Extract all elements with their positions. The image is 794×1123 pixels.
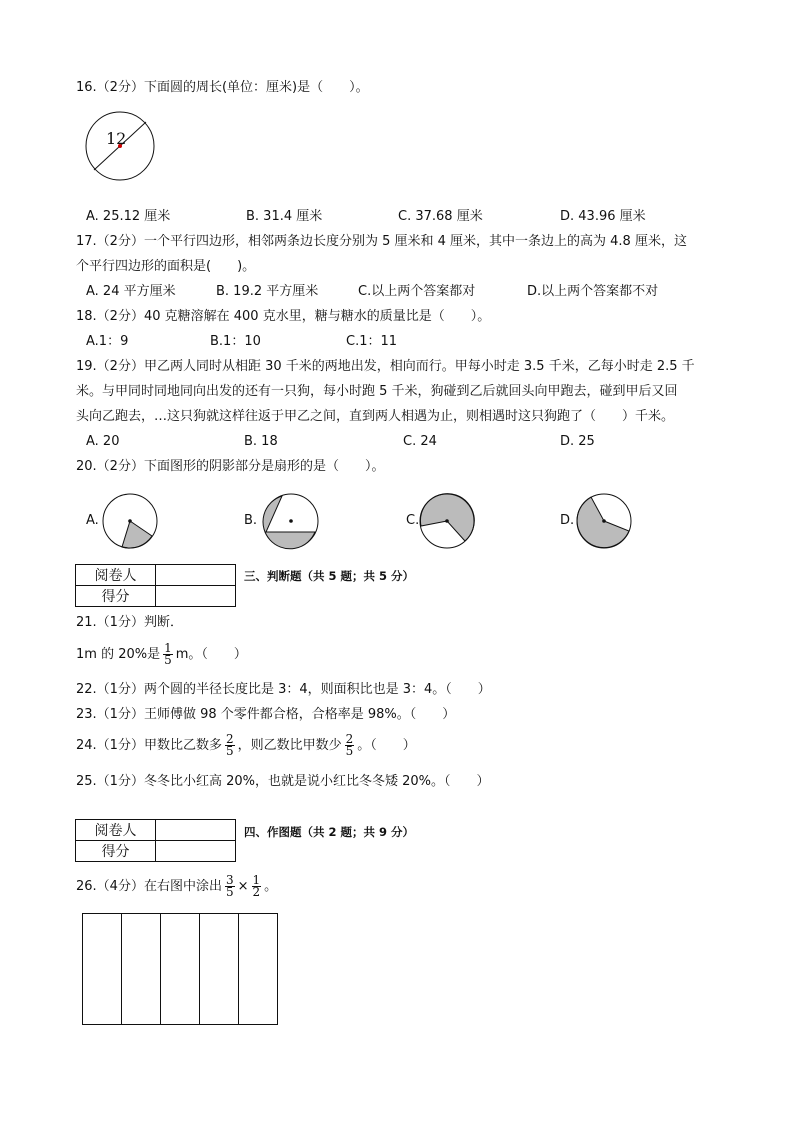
q17-option-a: A. 24 平方厘米 (86, 284, 176, 299)
q26-fraction-1: $\frac{3}{5}$ (225, 873, 234, 899)
q16-option-b: B. 31.4 厘米 (246, 209, 323, 224)
score-label: 得分 (76, 586, 156, 607)
q20-figure-d (575, 492, 633, 550)
q17-line1: 17.（2分）一个平行四边形，相邻两条边长度分别为 5 厘米和 4 厘米，其中一条边上的高为 4.8 厘米，这 (76, 234, 687, 249)
q20-label-a: A. (86, 513, 99, 528)
q21-line2 (76, 642, 247, 668)
q20-figure-b (262, 492, 320, 550)
q16-option-d: D. 43.96 厘米 (560, 209, 646, 224)
q18-option-a: A.1：9 (86, 334, 129, 349)
score-table-section3 (75, 564, 236, 607)
q20-label-c: C. (406, 513, 420, 528)
q23-text: 23.（1分）王师傅做 98 个零件都合格，合格率是 98%。（ ） (76, 707, 456, 722)
q21-post: m。（ ） (175, 647, 247, 662)
q19-option-b: B. 18 (244, 434, 278, 449)
q26-times: × (237, 879, 249, 894)
grid-column[interactable] (122, 914, 161, 1024)
score-field[interactable] (156, 841, 236, 862)
q24-fraction-1: $\frac{2}{5}$ (225, 732, 234, 758)
q18-text: 18.（2分）40 克糖溶解在 400 克水里，糖与糖水的质量比是（ ）。 (76, 309, 491, 324)
q16-text: 16.（2分）下面圆的周长(单位：厘米)是（ ）。 (76, 80, 369, 95)
q26-line (76, 873, 277, 901)
q26-post: 。 (264, 879, 278, 894)
q19-option-d: D. 25 (560, 434, 595, 449)
q24-line (76, 733, 416, 759)
q19-line1: 19.（2分）甲乙两人同时从相距 30 千米的两地出发，相向而行。甲每小时走 3.5 千米，乙每小时走 2.5 千 (76, 359, 695, 374)
q18-option-c: C.1：11 (346, 334, 398, 349)
grid-column[interactable] (161, 914, 200, 1024)
q21-fraction: $\frac{1}{5}$ (164, 641, 172, 667)
score-field[interactable] (156, 586, 236, 607)
q16-circle-label: 12 (106, 129, 127, 148)
q17-option-b: B. 19.2 平方厘米 (216, 284, 319, 299)
reviewer-label: 阅卷人 (76, 820, 156, 841)
q16-option-c: C. 37.68 厘米 (398, 209, 483, 224)
q21-line1: 21.（1分）判断． (76, 615, 183, 630)
q24-post: 。（ ） (357, 738, 416, 753)
grid-column[interactable] (83, 914, 122, 1024)
grid-column[interactable] (239, 914, 277, 1024)
q17-option-c: C.以上两个答案都对 (358, 284, 476, 299)
q20-label-d: D. (560, 513, 575, 528)
q22-text: 22.（1分）两个圆的半径长度比是 3：4，则面积比也是 3：4。（ ） (76, 682, 491, 697)
q18-option-b: B.1：10 (210, 334, 261, 349)
grid-column[interactable] (200, 914, 239, 1024)
reviewer-field[interactable] (156, 820, 236, 841)
q26-fraction-2: $\frac{1}{2}$ (252, 873, 261, 899)
q16-circle-figure (84, 110, 158, 184)
q19-line2: 米。与甲同时同地同向出发的还有一只狗，每小时跑 5 千米，狗碰到乙后就回头向甲跑去，碰到甲后又回 (76, 384, 678, 399)
q16-option-a: A. 25.12 厘米 (86, 209, 171, 224)
q21-pre: 1m 的 20%是 (76, 647, 161, 662)
q20-figure-a (101, 492, 159, 550)
q26-pre: 26.（4分）在右图中涂出 (76, 879, 222, 894)
q20-figure-c (418, 492, 476, 550)
q19-option-a: A. 20 (86, 434, 120, 449)
q25-text: 25.（1分）冬冬比小红高 20%，也就是说小红比冬冬矮 20%。（ ） (76, 774, 490, 789)
q17-line2: 个平行四边形的面积是( )。 (76, 259, 256, 274)
section3-heading: 三、判断题（共 5 题；共 5 分） (244, 569, 415, 583)
reviewer-label: 阅卷人 (76, 565, 156, 586)
score-label: 得分 (76, 841, 156, 862)
q24-mid: ，则乙数比甲数少 (237, 738, 342, 753)
score-table-section4 (75, 819, 236, 862)
q20-text: 20.（2分）下面图形的阴影部分是扇形的是（ ）。 (76, 459, 385, 474)
q20-label-b: B. (244, 513, 258, 528)
q26-drawing-grid[interactable] (82, 913, 278, 1025)
q24-pre: 24.（1分）甲数比乙数多 (76, 738, 222, 753)
q17-option-d: D.以上两个答案都不对 (527, 284, 659, 299)
section4-heading: 四、作图题（共 2 题；共 9 分） (244, 825, 415, 839)
q19-option-c: C. 24 (403, 434, 437, 449)
q24-fraction-2: $\frac{2}{5}$ (345, 732, 354, 758)
reviewer-field[interactable] (156, 565, 236, 586)
q19-line3: 头向乙跑去，…这只狗就这样往返于甲乙之间，直到两人相遇为止，则相遇时这只狗跑了（ ）千米。 (76, 409, 675, 424)
